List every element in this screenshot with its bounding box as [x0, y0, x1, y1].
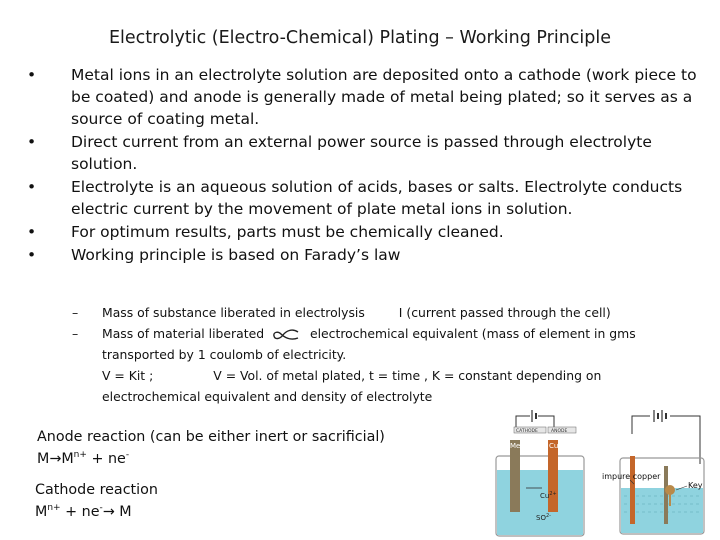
bullet-text: For optimum results, parts must be chemically cleaned. — [71, 223, 504, 241]
anode-equation: $M\to M^{n+} + ne^-$ — [37, 450, 130, 467]
sub-continuation: V = Kit ; V = Vol. of metal plated, t = time , K = constant depending on — [102, 368, 602, 383]
bullet-text: Metal ions in an electrolyte solution are deposited onto a cathode (work piece to be coated) and anode is generally made of metal being plated; so it serves as a source of coating metal. — [71, 66, 697, 128]
sub-continuation: electrochemical equivalent and density of electrolyte — [102, 389, 433, 404]
bullet-item — [27, 244, 707, 266]
svg-text:Cu: Cu — [549, 442, 559, 450]
sub-item — [72, 302, 682, 323]
ion-label: $Cu^{2+}$ — [540, 491, 557, 500]
bullet-dot: • — [27, 223, 37, 241]
anode-label: Anode reaction (can be either inert or sacrificial) — [37, 429, 385, 445]
sub-continuation: transported by 1 coulomb of electricity. — [102, 347, 347, 362]
bullet-item — [27, 221, 707, 243]
proportional-icon — [272, 329, 302, 341]
pure-copper-electrode — [664, 466, 668, 524]
anode-electrode — [548, 440, 558, 512]
bullet-item — [27, 176, 707, 220]
bullet-list — [27, 64, 707, 267]
sub-text: Mass of substance liberated in electrolysis — [102, 305, 365, 320]
electrolyte — [497, 470, 583, 535]
key-label: Key — [688, 481, 703, 490]
sub-item — [72, 323, 682, 344]
impure-copper-electrode — [630, 456, 635, 524]
bullet-text: Working principle is based on Farady’s law — [71, 246, 401, 264]
anode-reaction — [37, 426, 385, 470]
sub-text: Mass of material liberated — [102, 326, 265, 341]
bullet-dot: • — [27, 133, 37, 151]
faraday-law-subpoints — [72, 302, 682, 407]
bullet-dot: • — [27, 246, 37, 264]
cathode-label: Cathode reaction — [35, 482, 158, 498]
sub-dash: – — [72, 305, 79, 320]
sub-text: electrochemical equivalent (mass of element in gms — [309, 326, 636, 341]
bullet-dot: • — [27, 178, 37, 196]
bullet-text: Direct current from an external power source is passed through electrolyte solution. — [71, 133, 652, 173]
svg-text:CATHODE: CATHODE — [516, 429, 538, 434]
svg-text:Me: Me — [510, 442, 521, 450]
cathode-equation: $M^{n+} + ne^-\to M$ — [35, 503, 132, 520]
bullet-dot: • — [27, 66, 37, 84]
sub-dash: – — [72, 326, 79, 341]
sub-text: I (current passed through the cell) — [398, 305, 611, 320]
impure-copper-label: impure copper — [602, 472, 661, 481]
bullet-item — [27, 64, 707, 130]
cathode-reaction — [35, 479, 158, 523]
ion-label: $SO^{2-}$ — [536, 513, 551, 522]
svg-text:ANODE: ANODE — [551, 429, 568, 434]
bullet-text: Electrolyte is an aqueous solution of acids, bases or salts. Electrolyte conducts electric current by the movement of plate metal ions in solution. — [71, 178, 683, 218]
cathode-electrode — [510, 440, 520, 512]
bullet-item — [27, 131, 707, 175]
electroplating-cell-diagram — [480, 408, 598, 540]
slide-title: Electrolytic (Electro-Chemical) Plating – Working Principle — [108, 28, 612, 48]
refining-cell-diagram — [600, 404, 712, 536]
